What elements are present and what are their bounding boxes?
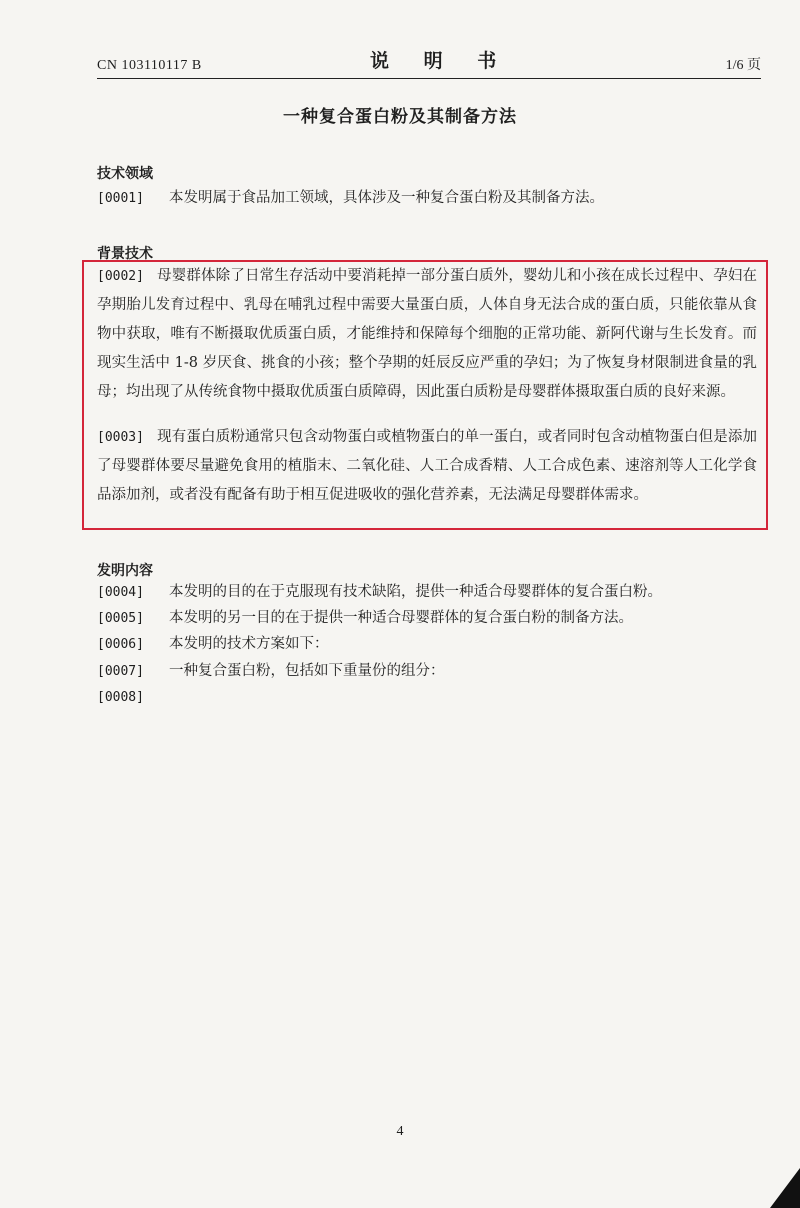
paragraph-number: [0003]: [97, 430, 144, 445]
paragraph-text: 母婴群体除了日常生存活动中要消耗掉一部分蛋白质外，婴幼儿和小孩在成长过程中、孕妇在孕期胎儿发育过程中、乳母在哺乳过程中需要大量蛋白质，人体自身无法合成的蛋白质，只能依靠从食物中获取，唯有不断摄取优质蛋白质，才能维持和保障每个细胞的正常功能、新阿代谢与生长发育。而现实生活中 1-8 岁厌食、挑食的小孩；整个孕期的妊辰反应严重的孕妇；为了恢复身材限制进食量的乳母；均出现了从传统食物中摄取优质蛋白质障碍，因此蛋白质粉是母婴群体摄取蛋白质的良好来源。: [97, 268, 757, 400]
paragraph-text: 一种复合蛋白粉，包括如下重量份的组分：: [169, 663, 445, 679]
paragraph-text: 本发明属于食品加工领域，具体涉及一种复合蛋白粉及其制备方法。: [169, 190, 604, 206]
paragraph-number: [0004]: [97, 585, 144, 600]
paragraph-text: 现有蛋白质粉通常只包含动物蛋白或植物蛋白的单一蛋白，或者同时包含动植物蛋白但是添加了母婴群体要尽量避免食用的植脂末、二氧化硅、人工合成香精、人工合成色素、速溶剂等人工化学食品添加剂，或者没有配备有助于相互促进吸收的强化营养素，无法满足母婴群体需求。: [97, 429, 757, 503]
section-heading-background: 背景技术: [97, 246, 153, 262]
paragraph-0003: [97, 423, 757, 510]
paragraph-text: 本发明的技术方案如下：: [169, 636, 329, 652]
paragraph-number: [0005]: [97, 611, 144, 626]
paragraph-number: [0002]: [97, 269, 144, 284]
paragraph-number: [0008]: [97, 690, 144, 705]
paragraph-number: [0006]: [97, 637, 144, 652]
paragraph-number: [0001]: [97, 191, 144, 206]
paragraph-0002: [97, 262, 757, 407]
section-heading-invention: 发明内容: [97, 563, 153, 579]
paragraph-number: [0007]: [97, 664, 144, 679]
document-type-title: 说 明 书: [370, 50, 511, 72]
patent-number: CN 103110117 B: [97, 58, 202, 73]
header-divider: [97, 78, 761, 79]
page-info: 1/6 页: [725, 58, 761, 73]
page-header: [97, 44, 761, 78]
paragraph-text: 本发明的另一目的在于提供一种适合母婴群体的复合蛋白粉的制备方法。: [169, 610, 633, 626]
paragraph-0005: [97, 604, 757, 633]
paragraph-0006: [97, 630, 757, 659]
paragraph-0008: [97, 683, 757, 712]
scan-corner-shadow: [770, 1168, 800, 1208]
paragraph-0007: [97, 657, 757, 686]
document-title: 一种复合蛋白粉及其制备方法: [283, 107, 517, 127]
paragraph-0004: [97, 578, 757, 607]
paragraph-0001: [97, 184, 757, 213]
section-heading-tech-field: 技术领域: [97, 166, 153, 182]
page-number: 4: [396, 1124, 404, 1139]
paragraph-text: 本发明的目的在于克服现有技术缺陷，提供一种适合母婴群体的复合蛋白粉。: [169, 584, 662, 600]
